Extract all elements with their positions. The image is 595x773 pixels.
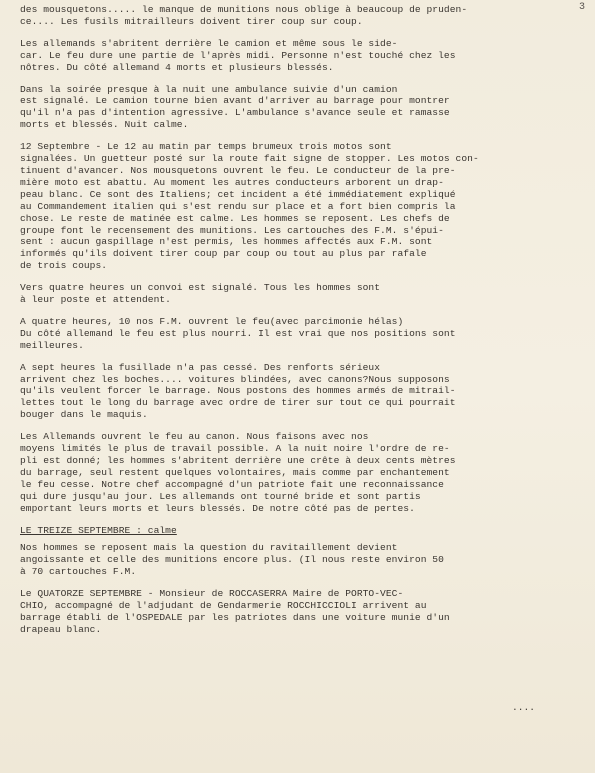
continuation-mark: ....	[511, 702, 535, 713]
paragraph: Dans la soirée presque à la nuit une ambulance suivie d'un camion est signalé. Le camion tourne bien avant d'arriver au barrage pour montrer qu'il n'a pas d'intention agressive. L'ambulance s'avance seule et ramasse morts et blessés. Nuit calme.	[20, 83, 450, 131]
paragraph-12-septembre: 12 Septembre - Le 12 au matin par temps brumeux trois motos sont signalées. Un guetteur posté sur la route fait signe de stopper. Les motos con- tinuent d'avancer. Nos mousquetons ouvrent le feu. Le conducteur de la pre- mière moto est abattu. Au moment les autres conducteurs arborent un drap- peau blanc. Ce sont des Italiens; cet incident a été immédiatement expliqué au Commandement italien qui s'est rendu sur place et a fort bien compris la chose. Le reste de matinée est calme. Les hommes se reposent. Les chefs de groupe font le recensement des munitions. Les cartouches des F.M. s'épui- sent : aucun gaspillage n'est permis, les hommes affectés aux F.M. sont informés qu'ils doivent tirer coup par coup ou tout au plus par rafale de trois coups.	[20, 141, 479, 272]
page-number: 3	[578, 2, 585, 13]
paragraph: A sept heures la fusillade n'a pas cessé. Des renforts sérieux arrivent chez les boches.... voitures blindées, avec canons?Nous supposons qu'ils veulent forcer le barrage. Nous postons des hommes armés de mitrail- lettes tout le long du barrage avec ordre de tirer sur tout ce qui pourrait bouger dans le maquis.	[20, 361, 456, 421]
paragraph: des mousquetons..... le manque de munitions nous oblige à beaucoup de pruden- ce.... Les fusils mitrailleurs doivent tirer coup sur coup.	[20, 4, 468, 27]
paragraph: Nos hommes se reposent mais la question du ravitaillement devient angoissante et celle des munitions encore plus. (Il nous reste environ 50 à 70 cartouches F.M.	[20, 542, 444, 578]
paragraph: Vers quatre heures un convoi est signalé. Tous les hommes sont à leur poste et attendent.	[20, 282, 381, 306]
paragraph: A quatre heures, 10 nos F.M. ouvrent le feu(avec parcimonie hélas) Du côté allemand le feu est plus nourri. Il est vrai que nos positions sont meilleures.	[20, 315, 456, 351]
heading-treize-septembre: LE TREIZE SEPTEMBRE : calme	[20, 524, 177, 536]
document-body	[20, 4, 578, 646]
paragraph: Les Allemands ouvrent le feu au canon. Nous faisons avec nos moyens limités le plus de travail possible. A la nuit noire l'ordre de re- pli est donné; les hommes s'abritent derrière une crête à deux cents mètres du barrage, seul restent quelques volontaires, mais comme par enchantement le feu cesse. Notre chef accompagné d'un patriote fait une reconnaissance qui dure jusqu'au jour. Les allemands ont tourné bride et sont partis emportant leurs morts et leurs blessés. De notre côté pas de pertes.	[20, 431, 456, 514]
paragraph: Les allemands s'abritent derrière le camion et même sous le side- car. Le feu dure une partie de l'après midi. Personne n'est touché chez les nôtres. Du côté allemand 4 morts et plusieurs blessés.	[20, 37, 456, 73]
paragraph-quatorze-septembre: Le QUATORZE SEPTEMBRE - Monsieur de ROCCASERRA Maire de PORTO-VEC- CHIO, accompagné de l'adjudant de Gendarmerie ROCCHICCIOLI arrivent au barrage établi de l'OSPEDALE par les patriotes dans une voiture munie d'un drapeau blanc.	[20, 588, 450, 635]
